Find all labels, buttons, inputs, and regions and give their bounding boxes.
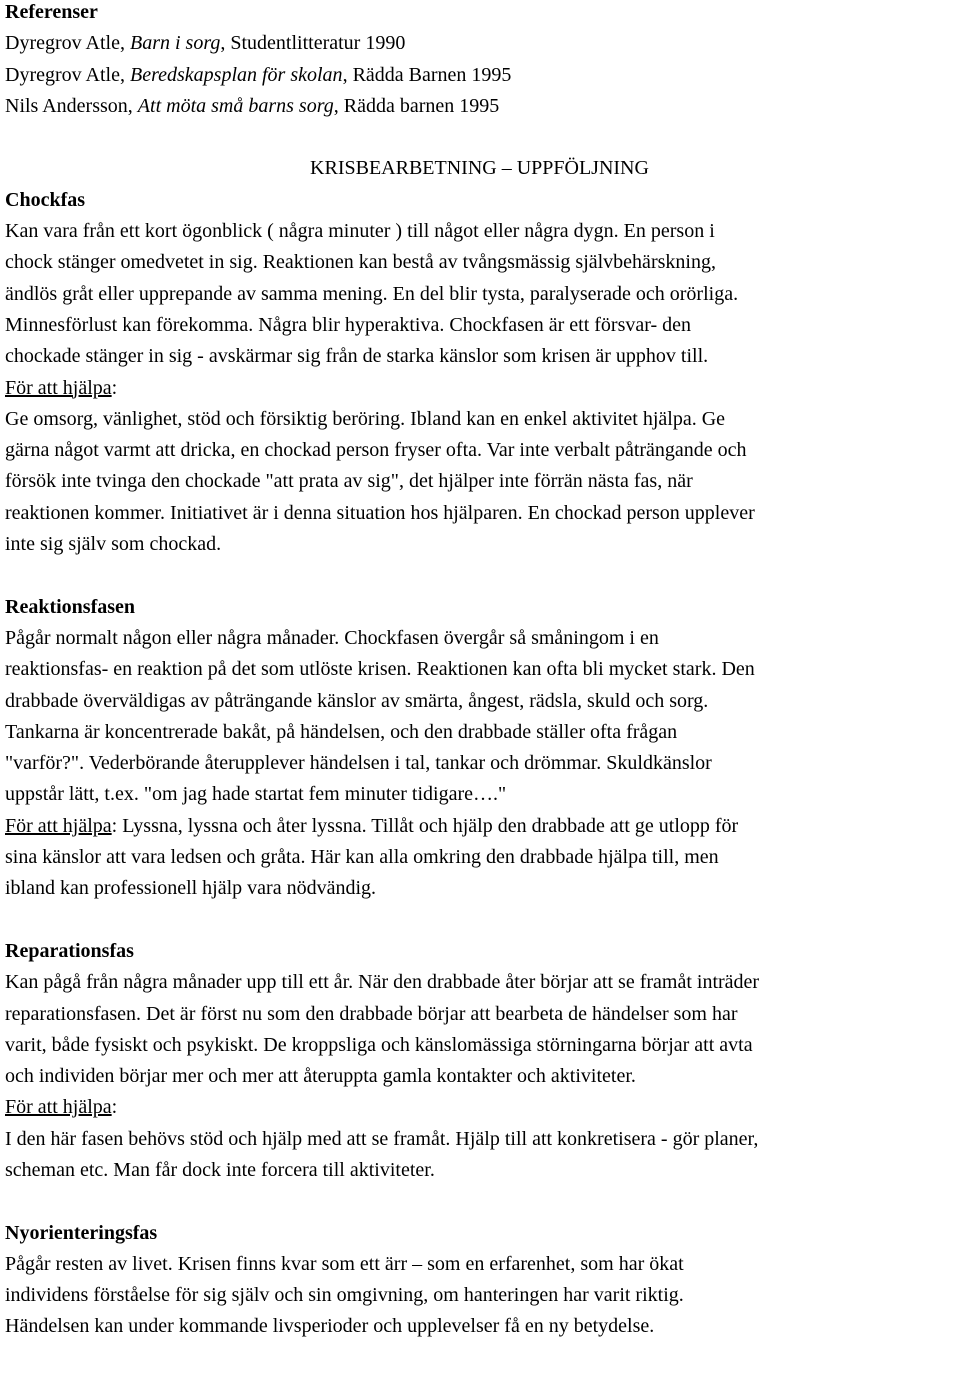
reference-item bbox=[5, 60, 954, 91]
page-title: KRISBEARBETNING – UPPFÖLJNING bbox=[310, 157, 649, 180]
paragraph-line: reaktionen kommer. Initiativet är i denna situation hos hjälparen. En chockad person upplever bbox=[5, 501, 755, 524]
help-label-line bbox=[5, 811, 954, 842]
paragraph-line: Minnesförlust kan förekomma. Några blir hyperaktiva. Chockfasen är ett försvar- den bbox=[5, 313, 692, 336]
paragraph-line: försök inte tvinga den chockade "att prata av sig", det hjälper inte förrän nästa fas, när bbox=[5, 470, 693, 493]
help-inline-text: : Lyssna, lyssna och åter lyssna. Tillåt och hjälp den drabbade att ge utlopp för bbox=[111, 814, 739, 837]
paragraph-line: scheman etc. Man får dock inte forcera till aktiviteter. bbox=[5, 1158, 435, 1181]
paragraph-line: ibland kan professionell hjälp vara nödvändig. bbox=[5, 877, 377, 900]
paragraph-line: sina känslor att vara ledsen och gråta. Här kan alla omkring den drabbade hjälpa till, men bbox=[5, 846, 719, 869]
help-label: För att hjälpa bbox=[5, 376, 112, 399]
reference-item bbox=[5, 28, 954, 59]
spacer bbox=[5, 1186, 954, 1217]
paragraph-line: "varför?". Vederbörande återupplever händelsen i tal, tankar och drömmar. Skuldkänslor bbox=[5, 752, 712, 775]
section-heading-chockfas: Chockfas bbox=[5, 188, 86, 211]
paragraph-line: och individen börjar mer och mer att återuppta gamla kontakter och aktiviteter. bbox=[5, 1065, 636, 1088]
spacer bbox=[5, 560, 954, 591]
paragraph-line: reaktionsfas- en reaktion på det som utlöste krisen. Reaktionen kan ofta bli mycket stark. Den bbox=[5, 658, 755, 681]
paragraph-line: chock stänger omedvetet in sig. Reaktionen kan bestå av tvångsmässig självbehärskning, bbox=[5, 251, 716, 274]
reference-publisher: , Studentlitteratur 1990 bbox=[220, 32, 406, 55]
spacer bbox=[5, 905, 954, 936]
paragraph-line: Tankarna är koncentrerade bakåt, på händelsen, och den drabbade ställer ofta frågan bbox=[5, 720, 678, 743]
reference-author: Dyregrov Atle, bbox=[5, 63, 130, 86]
references-heading: Referenser bbox=[5, 1, 98, 23]
paragraph-line: Kan vara från ett kort ögonblick ( några minuter ) till något eller några dygn. En person i bbox=[5, 220, 715, 243]
paragraph-line: I den här fasen behövs stöd och hjälp med att se framåt. Hjälp till att konkretisera - gör planer, bbox=[5, 1127, 759, 1150]
section-heading-reparationsfas: Reparationsfas bbox=[5, 939, 134, 962]
help-label: För att hjälpa bbox=[5, 1096, 112, 1119]
paragraph-line: drabbade överväldigas av påträngande känslor av smärta, ångest, rädsla, skuld och sorg. bbox=[5, 689, 709, 712]
help-label-line: För att hjälpa: bbox=[5, 376, 118, 399]
paragraph-line: Ge omsorg, vänlighet, stöd och försiktig beröring. Ibland kan en enkel aktivitet hjälpa. Ge bbox=[5, 407, 726, 430]
reference-item bbox=[5, 91, 954, 122]
spacer bbox=[5, 122, 954, 153]
reference-publisher: , Rädda Barnen 1995 bbox=[342, 63, 512, 86]
reference-author: Nils Andersson, bbox=[5, 94, 138, 117]
paragraph-line: varit, både fysiskt och psykiskt. De kroppsliga och känslomässiga störningarna börjar att avta bbox=[5, 1033, 753, 1056]
section-heading-reaktionsfasen: Reaktionsfasen bbox=[5, 595, 136, 618]
reference-title: Beredskapsplan för skolan bbox=[129, 63, 343, 86]
paragraph-line: ändlös gråt eller upprepande av samma mening. En del blir tysta, paralyserade och orörliga. bbox=[5, 282, 739, 305]
paragraph-line: Pågår normalt någon eller några månader. Chockfasen övergår så småningom i en bbox=[5, 626, 659, 649]
reference-title: Barn i sorg bbox=[129, 32, 221, 55]
paragraph-line: Händelsen kan under kommande livsperioder och upplevelser få en ny betydelse. bbox=[5, 1315, 655, 1338]
paragraph-line: gärna något varmt att dricka, en chockad person fryser ofta. Var inte verbalt påträngande och bbox=[5, 439, 747, 462]
section-heading-nyorienteringsfas: Nyorienteringsfas bbox=[5, 1221, 158, 1244]
reference-title: Att möta små barns sorg bbox=[137, 94, 334, 117]
paragraph-line: inte sig själv som chockad. bbox=[5, 533, 222, 556]
paragraph-line: individens förståelse för sig själv och sin omgivning, om hanteringen har varit riktig. bbox=[5, 1284, 684, 1307]
paragraph-line: Kan pågå från några månader upp till ett år. När den drabbade åter börjar att se framåt inträder bbox=[5, 971, 760, 994]
help-label-line: För att hjälpa: bbox=[5, 1096, 118, 1119]
help-label: För att hjälpa bbox=[5, 814, 112, 837]
reference-publisher: , Rädda barnen 1995 bbox=[333, 94, 500, 117]
paragraph-line: Pågår resten av livet. Krisen finns kvar som ett ärr – som en erfarenhet, som har ökat bbox=[5, 1252, 684, 1275]
paragraph-line: reparationsfasen. Det är först nu som den drabbade börjar att bearbeta de händelser som har bbox=[5, 1002, 738, 1025]
paragraph-line: uppstår lätt, t.ex. "om jag hade startat fem minuter tidigare…." bbox=[5, 783, 507, 806]
reference-author: Dyregrov Atle, bbox=[5, 32, 130, 55]
paragraph-line: chockade stänger in sig - avskärmar sig från de starka känslor som krisen är upphov till. bbox=[5, 345, 709, 368]
